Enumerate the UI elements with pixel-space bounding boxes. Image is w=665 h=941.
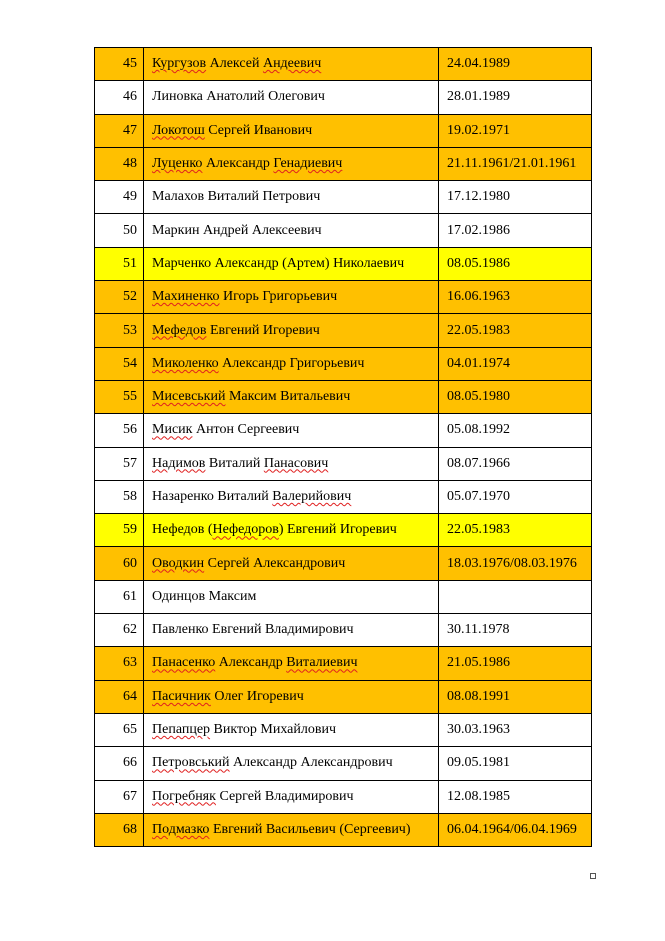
name-part-spellcheck-flagged: Валерийович [272, 489, 352, 504]
row-number: 59 [95, 514, 144, 547]
row-number: 58 [95, 480, 144, 513]
table-row [95, 414, 592, 447]
row-number: 45 [95, 48, 144, 81]
name-part: Марченко Александр (Артем) Николаевич [152, 255, 405, 271]
table-row [95, 647, 592, 680]
name-part-spellcheck-flagged: Виталиевич [286, 655, 358, 671]
table-row [95, 48, 592, 81]
name-part: Маркин Андрей Алексеевич [152, 222, 322, 238]
name-part: Малахов Виталий Петрович [152, 189, 321, 205]
name-part-spellcheck-flagged: Надимов [152, 455, 206, 471]
row-number: 52 [95, 281, 144, 314]
row-number: 57 [95, 447, 144, 480]
person-name-cell [144, 81, 439, 114]
row-number: 56 [95, 414, 144, 447]
name-part-spellcheck-flagged: Локотош [152, 122, 205, 138]
person-name-cell [144, 447, 439, 480]
table-row [95, 780, 592, 813]
birth-date-cell: 04.01.1974 [439, 347, 592, 380]
birth-date-cell: 05.08.1992 [439, 414, 592, 447]
person-name-cell [144, 247, 439, 280]
birth-date-cell: 18.03.1976/08.03.1976 [439, 547, 592, 580]
name-part: Сергей Александрович [204, 555, 346, 571]
birth-date-cell: 08.05.1980 [439, 380, 592, 413]
name-part: ) Евгений Игоревич [278, 522, 397, 538]
birth-date-cell: 21.05.1986 [439, 647, 592, 680]
birth-date-cell: 21.11.1961/21.01.1961 [439, 147, 592, 180]
birth-date-cell: 08.05.1986 [439, 247, 592, 280]
birth-date-cell: 12.08.1985 [439, 780, 592, 813]
birth-date-cell: 08.07.1966 [439, 447, 592, 480]
row-number: 60 [95, 547, 144, 580]
name-part-spellcheck-flagged: Андеевич [262, 56, 322, 72]
name-part: Одинцов Максим [152, 588, 257, 604]
name-part: Линовка Анатолий Олегович [152, 89, 325, 105]
name-part-spellcheck-flagged: Нефедоров [212, 522, 279, 538]
birth-date-cell: 09.05.1981 [439, 747, 592, 780]
name-part: Виталий [205, 455, 264, 471]
table-row [95, 480, 592, 513]
birth-date-cell: 19.02.1971 [439, 114, 592, 147]
person-name-cell [144, 281, 439, 314]
row-number: 67 [95, 780, 144, 813]
birth-date-cell: 22.05.1983 [439, 314, 592, 347]
row-number: 46 [95, 81, 144, 114]
table-row [95, 214, 592, 247]
table-row [95, 747, 592, 780]
person-name-cell [144, 547, 439, 580]
person-name-cell [144, 181, 439, 214]
roster-table [94, 47, 592, 847]
name-part: Назаренко Виталий [152, 489, 273, 504]
name-part-spellcheck-flagged: Кургузов [152, 56, 207, 72]
row-number: 64 [95, 680, 144, 713]
name-part: Александр Александрович [229, 755, 393, 771]
table-row [95, 114, 592, 147]
table-row [95, 813, 592, 846]
person-name-cell [144, 214, 439, 247]
row-number: 61 [95, 580, 144, 613]
name-part: Игорь Григорьевич [219, 289, 338, 305]
name-part: Антон Сергеевич [192, 422, 300, 438]
person-name-cell [144, 680, 439, 713]
person-name-cell [144, 114, 439, 147]
person-name-cell [144, 514, 439, 547]
row-number: 50 [95, 214, 144, 247]
person-name-cell [144, 580, 439, 613]
name-part: Алексей [206, 56, 263, 72]
name-part-spellcheck-flagged: Панасенко [152, 655, 216, 671]
birth-date-cell: 05.07.1970 [439, 480, 592, 513]
name-part: Олег Игоревич [210, 688, 304, 704]
table-row [95, 347, 592, 380]
person-name-cell [144, 614, 439, 647]
person-name-cell [144, 314, 439, 347]
row-number: 66 [95, 747, 144, 780]
birth-date-cell: 17.02.1986 [439, 214, 592, 247]
name-part: Виктор Михайлович [210, 722, 337, 738]
row-number: 68 [95, 813, 144, 846]
name-part: Сергей Иванович [204, 122, 313, 138]
name-part-spellcheck-flagged: Миколенко [152, 355, 219, 371]
table-row [95, 580, 592, 613]
name-part-spellcheck-flagged: Петровський [152, 755, 230, 771]
row-number: 48 [95, 147, 144, 180]
name-part-spellcheck-flagged: Мефедов [152, 322, 207, 338]
person-name-cell [144, 480, 439, 513]
row-number: 49 [95, 181, 144, 214]
table-row [95, 713, 592, 746]
name-part-spellcheck-flagged: Пепапцер [152, 722, 211, 738]
table-row [95, 547, 592, 580]
birth-date-cell: 24.04.1989 [439, 48, 592, 81]
table-row [95, 614, 592, 647]
birth-date-cell: 08.08.1991 [439, 680, 592, 713]
person-name-cell [144, 347, 439, 380]
name-part: Сергей Владимирович [215, 788, 354, 804]
name-part: Максим Витальевич [225, 389, 351, 405]
table-row [95, 680, 592, 713]
table-row [95, 147, 592, 180]
birth-date-cell: 16.06.1963 [439, 281, 592, 314]
birth-date-cell: 30.03.1963 [439, 713, 592, 746]
name-part-spellcheck-flagged: Оводкин [152, 555, 205, 571]
person-name-cell [144, 147, 439, 180]
name-part-spellcheck-flagged: Мисевський [152, 389, 226, 405]
birth-date-cell: 30.11.1978 [439, 614, 592, 647]
table-end-marker [590, 873, 596, 879]
birth-date-cell [439, 580, 592, 613]
row-number: 63 [95, 647, 144, 680]
birth-date-cell: 06.04.1964/06.04.1969 [439, 813, 592, 846]
person-name-cell [144, 48, 439, 81]
name-part-spellcheck-flagged: Пасичник [152, 688, 211, 704]
table-row [95, 247, 592, 280]
table-row [95, 314, 592, 347]
row-number: 65 [95, 713, 144, 746]
name-part: Александр [202, 156, 274, 172]
person-name-cell [144, 747, 439, 780]
person-name-cell [144, 414, 439, 447]
row-number: 54 [95, 347, 144, 380]
name-part-spellcheck-flagged: Панасович [263, 455, 329, 471]
name-part-spellcheck-flagged: Генадиевич [273, 156, 343, 172]
person-name-cell [144, 713, 439, 746]
person-name-cell [144, 780, 439, 813]
table-row [95, 447, 592, 480]
name-part: Александр Григорьевич [218, 355, 365, 371]
table-row [95, 380, 592, 413]
name-part: Павленко Евгений Владимирович [152, 622, 354, 638]
row-number: 55 [95, 380, 144, 413]
name-part: Евгений Игоревич [206, 322, 320, 338]
person-name-cell [144, 647, 439, 680]
birth-date-cell: 17.12.1980 [439, 181, 592, 214]
name-part-spellcheck-flagged: Подмазко [152, 821, 210, 837]
table-row [95, 81, 592, 114]
name-part: Евгений Васильевич (Сергеевич) [209, 821, 411, 837]
table-row [95, 281, 592, 314]
person-name-cell [144, 380, 439, 413]
table-row [95, 514, 592, 547]
name-part-spellcheck-flagged: Махиненко [152, 289, 220, 305]
name-part-spellcheck-flagged: Погребняк [152, 788, 216, 804]
row-number: 47 [95, 114, 144, 147]
name-part-spellcheck-flagged: Луценко [152, 156, 203, 172]
person-name-cell [144, 813, 439, 846]
birth-date-cell: 28.01.1989 [439, 81, 592, 114]
name-part-spellcheck-flagged: Мисик [152, 422, 193, 438]
roster-body [95, 48, 592, 847]
row-number: 53 [95, 314, 144, 347]
table-row [95, 181, 592, 214]
birth-date-cell: 22.05.1983 [439, 514, 592, 547]
row-number: 62 [95, 614, 144, 647]
row-number: 51 [95, 247, 144, 280]
name-part: Александр [215, 655, 287, 671]
name-part: Нефедов ( [152, 522, 213, 538]
